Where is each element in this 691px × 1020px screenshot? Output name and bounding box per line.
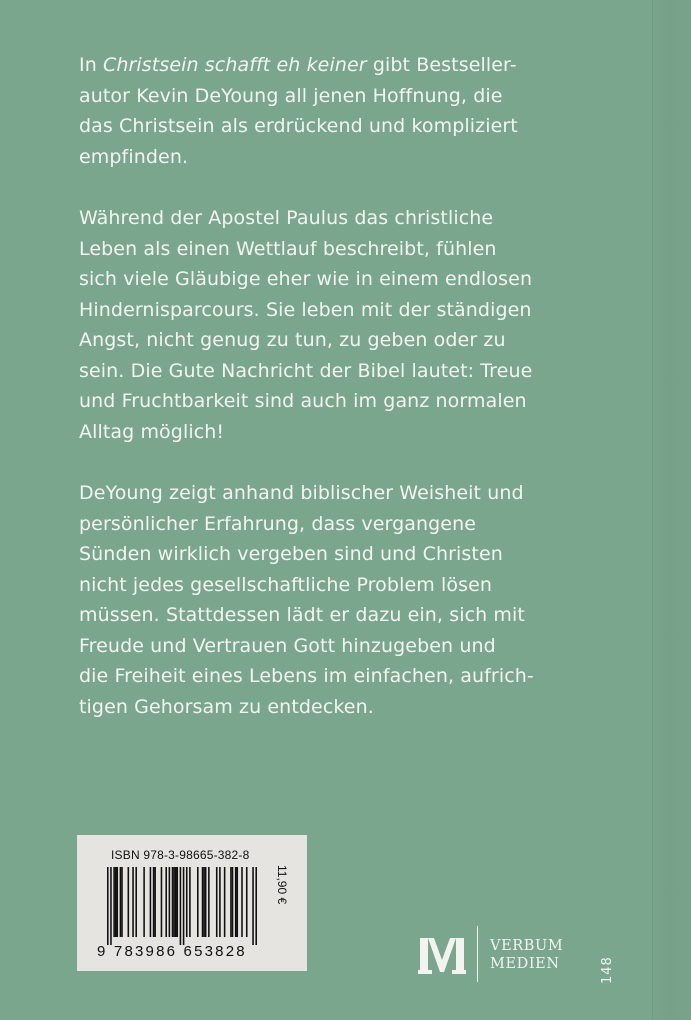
barcode-bar (143, 867, 145, 937)
barcode-bar (241, 867, 243, 937)
barcode-bar (235, 867, 237, 937)
blurb-text: Angst, nicht genug zu tun, zu geben oder zu (79, 329, 506, 351)
blurb-text: nicht jedes gesellschaftliche Problem lösen (79, 573, 493, 596)
blurb-line (79, 417, 549, 448)
barcode (107, 867, 257, 945)
publisher-divider (477, 926, 478, 982)
barcode-bar (107, 867, 109, 945)
blurb-line (79, 661, 549, 692)
barcode-box (77, 835, 307, 971)
barcode-bar (132, 867, 134, 937)
publisher-name-line2: MEDIEN (490, 956, 560, 972)
barcode-bar (116, 867, 118, 937)
blurb-line (79, 478, 549, 509)
blurb-text: tigen Gehorsam zu entdecken. (79, 695, 374, 718)
book-title-text: Christsein schafft eh keiner (103, 54, 367, 76)
barcode-digits: 9 783986 653828 (97, 943, 247, 960)
barcode-bar (169, 867, 171, 937)
blurb-text: Freude und Vertrauen Gott hinzugeben und (79, 634, 496, 657)
blurb-line (79, 295, 549, 326)
barcode-bar (236, 867, 238, 937)
barcode-bar (224, 867, 226, 937)
spine-edge (652, 0, 691, 1020)
blurb-text: müssen. Stattdessen lädt er dazu ein, sich mit (79, 604, 525, 626)
barcode-bar (255, 867, 257, 945)
barcode-bar (203, 867, 205, 937)
publisher-name (490, 937, 563, 973)
blurb-line (79, 50, 549, 81)
barcode-bar (165, 867, 167, 937)
verbum-medien-vm-logo-icon (418, 934, 466, 976)
publisher-name-line1: VERBUM (490, 938, 564, 954)
publisher-mark (418, 926, 618, 982)
barcode-bar (219, 867, 221, 937)
blurb-line (79, 509, 549, 540)
isbn-label: ISBN 978-3-98665-382-8 (111, 848, 250, 862)
blurb-text: Alltag möglich! (79, 420, 225, 443)
back-cover-blurb (79, 50, 549, 753)
barcode-bar (173, 867, 175, 937)
barcode-bar (150, 867, 152, 937)
blurb-line (79, 570, 549, 601)
blurb-line (79, 111, 549, 142)
blurb-line (79, 325, 549, 356)
barcode-bar (120, 867, 122, 937)
barcode-bar (189, 867, 191, 937)
barcode-bar (186, 867, 188, 937)
blurb-text: Hindernisparcours. Sie leben mit der ständigen (79, 298, 532, 321)
blurb-line (79, 142, 549, 173)
barcode-bar (176, 867, 178, 937)
blurb-text: DeYoung zeigt anhand biblischer Weisheit und (79, 482, 524, 504)
barcode-bar (113, 867, 115, 937)
blurb-line (79, 631, 549, 662)
blurb-text: Leben als einen Wettlauf beschreibt, fühlen (79, 237, 497, 260)
blurb-text: autor Kevin DeYoung all jenen Hoffnung, die (79, 84, 503, 107)
blurb-text: In (79, 54, 103, 76)
blurb-text: Sünden wirklich vergeben sind und Christen (79, 543, 503, 565)
barcode-bar (232, 867, 234, 937)
blurb-text: das Christsein als erdrückend und kompliziert (79, 115, 518, 137)
blurb-paragraph (79, 50, 549, 172)
blurb-line (79, 386, 549, 417)
barcode-bar (208, 867, 210, 937)
barcode-bar (161, 867, 163, 937)
blurb-text: empfinden. (79, 145, 189, 168)
barcode-bar (172, 867, 174, 937)
barcode-bar (121, 867, 123, 937)
blurb-text: die Freiheit eines Lebens im einfachen, aufrich- (79, 665, 534, 687)
blurb-text: gibt Bestseller- (366, 54, 517, 76)
blurb-line (79, 356, 549, 387)
barcode-bar (216, 867, 218, 937)
blurb-line (79, 234, 549, 265)
barcode-bar (246, 867, 248, 937)
barcode-bar (110, 867, 112, 945)
barcode-bar (230, 867, 232, 937)
blurb-text: sich viele Gläubige eher wie in einem endlosen (79, 268, 533, 290)
blurb-text: und Fruchtbarkeit sind auch im ganz normalen (79, 390, 527, 412)
blurb-line (79, 692, 549, 723)
barcode-bar (135, 867, 137, 937)
blurb-line (79, 264, 549, 295)
barcode-bar (183, 867, 185, 945)
blurb-paragraph (79, 478, 549, 722)
blurb-line (79, 81, 549, 112)
blurb-line (79, 600, 549, 631)
price-label: 11,90 € (275, 865, 289, 905)
blurb-text: sein. Die Gute Nachricht der Bibel lautet: Treue (79, 359, 533, 382)
barcode-bar (153, 867, 155, 937)
barcode-bar (128, 867, 130, 937)
catalog-number: 148 (600, 956, 615, 984)
barcode-bar (202, 867, 204, 937)
barcode-bar (197, 867, 199, 937)
blurb-text: persönlicher Erfahrung, dass vergangene (79, 512, 477, 535)
blurb-line (79, 203, 549, 234)
barcode-bar (252, 867, 254, 945)
barcode-bar (175, 867, 177, 937)
blurb-text: Während der Apostel Paulus das christliche (79, 207, 494, 229)
barcode-bar (180, 867, 182, 945)
barcode-bar (205, 867, 207, 937)
blurb-line (79, 539, 549, 570)
barcode-bar (115, 867, 117, 937)
barcode-bar (154, 867, 156, 937)
blurb-paragraph (79, 203, 549, 447)
